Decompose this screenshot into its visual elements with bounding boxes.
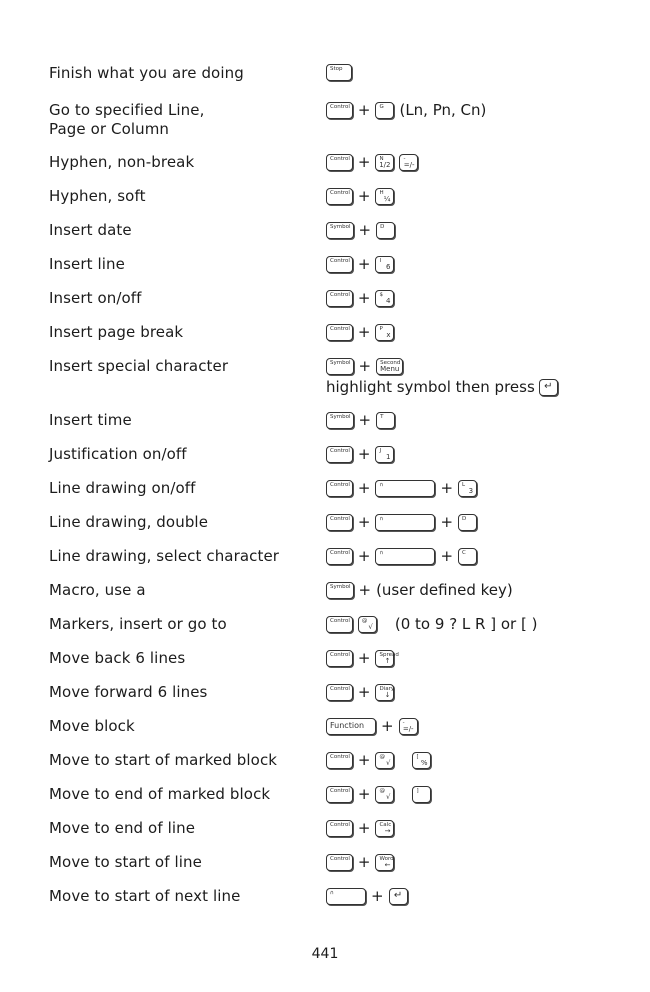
key-bottom-label: √ <box>368 623 373 631</box>
key-combo <box>326 683 394 702</box>
action-description: Move to start of line <box>49 853 202 871</box>
key-top-label: - <box>403 156 406 162</box>
key-combo <box>326 101 486 120</box>
control-key: Control <box>326 820 353 837</box>
g-key: G <box>375 102 394 119</box>
control-key: Control <box>326 256 353 273</box>
control-key: Control <box>326 786 353 803</box>
action-description: Macro, use a <box>49 581 146 599</box>
key-top-label: @ <box>379 788 385 794</box>
action-description <box>49 101 204 139</box>
plus-sign: + <box>440 513 454 531</box>
key-combo <box>326 479 477 498</box>
action-description: Move to end of line <box>49 819 196 837</box>
at-key <box>375 752 394 769</box>
key-combo <box>326 411 395 430</box>
d-key: D <box>458 514 477 531</box>
diary-key <box>375 684 394 701</box>
symbol-key: Symbol <box>326 222 354 239</box>
plus-sign: + <box>357 445 371 463</box>
key-bottom-label: ← <box>384 861 391 869</box>
action-description: Insert page break <box>49 323 184 341</box>
instruction-note <box>326 378 558 397</box>
control-key: Control <box>326 188 353 205</box>
plus-sign: + <box>357 819 371 837</box>
action-description: Line drawing, select character <box>49 547 280 565</box>
key-combo <box>326 323 394 342</box>
plus-sign: + <box>371 887 384 905</box>
key-top-label: @ <box>379 754 385 760</box>
key-combo <box>326 853 394 872</box>
key-bottom-label: √ <box>386 793 391 801</box>
key-combo <box>326 513 477 532</box>
key-top-label: Spread <box>379 652 399 658</box>
at-key <box>375 786 394 803</box>
key-top-label: L <box>462 482 466 488</box>
key-combo <box>326 717 418 736</box>
plus-sign: + <box>357 785 371 803</box>
cap-key: ∩ <box>375 514 435 531</box>
plus-sign: + <box>358 357 372 375</box>
cap-key: ∩ <box>375 480 435 497</box>
key-top-label: Diary <box>379 686 395 692</box>
enter-key: ↵ <box>539 379 558 396</box>
control-key: Control <box>326 514 353 531</box>
key-bottom-label: =/- <box>403 161 415 169</box>
note-text: highlight symbol then press <box>326 378 535 396</box>
key-top-label: $ <box>379 292 383 298</box>
key-top-label: N <box>379 156 384 162</box>
key-combo <box>326 445 394 464</box>
key-bottom-label: → <box>384 827 391 835</box>
key-bottom-label: x <box>386 331 391 339</box>
key-combo <box>326 64 352 81</box>
cap-key: ∩ <box>326 888 366 905</box>
symbol-key: Symbol <box>326 582 354 599</box>
minus-key <box>399 718 418 735</box>
key-combo <box>326 887 408 906</box>
i-key <box>375 256 394 273</box>
d-key: D <box>376 222 395 239</box>
plus-sign: + <box>358 411 372 429</box>
key-top-label: @ <box>361 618 368 624</box>
key-top-label: I <box>379 258 382 264</box>
action-description: Insert special character <box>49 357 229 375</box>
control-key: Control <box>326 616 353 633</box>
key-top-label: - <box>402 720 405 726</box>
control-key: Control <box>326 324 353 341</box>
extra-text: (0 to 9 ? L R ] or [ ) <box>394 615 538 633</box>
control-key: Control <box>326 154 353 171</box>
plus-sign: + <box>358 581 372 599</box>
word-key <box>375 854 394 871</box>
control-key: Control <box>326 854 353 871</box>
control-key: Control <box>326 650 353 667</box>
key-combo <box>326 751 431 770</box>
key-combo <box>326 289 394 308</box>
key-top-label: Calc <box>379 822 392 828</box>
left-bracket-key <box>412 752 431 769</box>
second-menu-key <box>376 358 403 375</box>
n-key <box>375 154 394 171</box>
action-description: Finish what you are doing <box>49 64 244 82</box>
plus-sign: + <box>357 513 371 531</box>
action-description: Hyphen, soft <box>49 187 146 205</box>
key-bottom-label: ¼ <box>383 195 391 203</box>
action-description: Insert date <box>49 221 132 239</box>
action-description: Markers, insert or go to <box>49 615 227 633</box>
calc-key <box>375 820 394 837</box>
h-key <box>375 188 394 205</box>
plus-sign: + <box>357 323 371 341</box>
t-key: T <box>376 412 395 429</box>
action-description: Move forward 6 lines <box>49 683 208 701</box>
key-combo <box>326 221 395 240</box>
key-top-label: H <box>379 190 384 196</box>
function-key: Function <box>326 718 376 735</box>
key-bottom-label: 1/2 <box>379 161 391 169</box>
action-description: Insert line <box>49 255 125 273</box>
key-bottom-label: % <box>420 759 428 767</box>
plus-sign: + <box>357 683 371 701</box>
description-line-1: Go to specified Line, <box>49 101 205 119</box>
plus-sign: + <box>357 153 371 171</box>
j-key <box>375 446 394 463</box>
key-combo <box>326 255 394 274</box>
action-description: Move to start of marked block <box>49 751 278 769</box>
page-number: 441 <box>311 946 339 962</box>
dollar-key <box>375 290 394 307</box>
c-key: C <box>458 548 477 565</box>
plus-sign: + <box>357 289 371 307</box>
action-description: Move to start of next line <box>49 887 241 905</box>
key-bottom-label: √ <box>386 759 391 767</box>
plus-sign: + <box>358 221 372 239</box>
key-combo <box>326 581 513 600</box>
plus-sign: + <box>357 649 371 667</box>
action-description: Move block <box>49 717 135 735</box>
action-description: Insert on/off <box>49 289 142 307</box>
enter-key: ↵ <box>389 888 408 905</box>
spread-key <box>375 650 399 667</box>
key-combo <box>326 357 403 376</box>
key-top-label: Word <box>379 856 394 862</box>
control-key: Control <box>326 102 353 119</box>
control-key: Control <box>326 548 353 565</box>
plus-sign: + <box>357 479 371 497</box>
at-key <box>358 616 377 633</box>
minus-key <box>399 154 418 171</box>
key-bottom-label: Menu <box>380 365 400 373</box>
key-top-label: Second <box>380 360 401 366</box>
key-bottom-label: 1 <box>386 453 391 461</box>
plus-sign: + <box>357 853 371 871</box>
key-combo <box>326 785 431 804</box>
key-bottom-label: 4 <box>386 297 391 305</box>
key-combo <box>326 649 399 668</box>
action-description: Line drawing on/off <box>49 479 196 497</box>
control-key: Control <box>326 290 353 307</box>
action-description: Justification on/off <box>49 445 187 463</box>
plus-sign: + <box>357 547 371 565</box>
plus-sign: + <box>357 101 371 119</box>
description-line-2: Page or Column <box>49 120 170 138</box>
plus-sign: + <box>440 547 454 565</box>
extra-text: (Ln, Pn, Cn) <box>399 101 487 119</box>
control-key: Control <box>326 446 353 463</box>
plus-sign: + <box>357 751 371 769</box>
key-combo <box>326 187 394 206</box>
control-key: Control <box>326 684 353 701</box>
plus-sign: + <box>440 479 454 497</box>
key-bottom-label: =/- <box>402 725 414 733</box>
key-combo <box>326 615 537 634</box>
key-top-label: [ <box>416 754 419 760</box>
action-description: Insert time <box>49 411 132 429</box>
control-key: Control <box>326 480 353 497</box>
key-top-label: P <box>379 326 383 332</box>
extra-text: (user defined key) <box>376 581 513 599</box>
right-bracket-key: ] <box>412 786 431 803</box>
p-key <box>375 324 394 341</box>
key-bottom-label: ↓ <box>384 691 391 699</box>
plus-sign: + <box>381 717 394 735</box>
symbol-key: Symbol <box>326 412 354 429</box>
plus-sign: + <box>357 255 371 273</box>
l-key <box>458 480 477 497</box>
key-bottom-label: 6 <box>386 263 391 271</box>
plus-sign: + <box>357 187 371 205</box>
key-bottom-label: ↑ <box>384 657 391 665</box>
key-combo <box>326 819 394 838</box>
key-combo <box>326 547 477 566</box>
action-description: Hyphen, non-break <box>49 153 195 171</box>
action-description: Line drawing, double <box>49 513 209 531</box>
stop-key: Stop <box>326 64 352 81</box>
control-key: Control <box>326 752 353 769</box>
key-bottom-label: 3 <box>468 487 474 495</box>
symbol-key: Symbol <box>326 358 354 375</box>
key-combo <box>326 153 418 172</box>
action-description: Move to end of marked block <box>49 785 271 803</box>
cap-key: ∩ <box>375 548 435 565</box>
key-top-label: J <box>379 448 382 454</box>
action-description: Move back 6 lines <box>49 649 186 667</box>
